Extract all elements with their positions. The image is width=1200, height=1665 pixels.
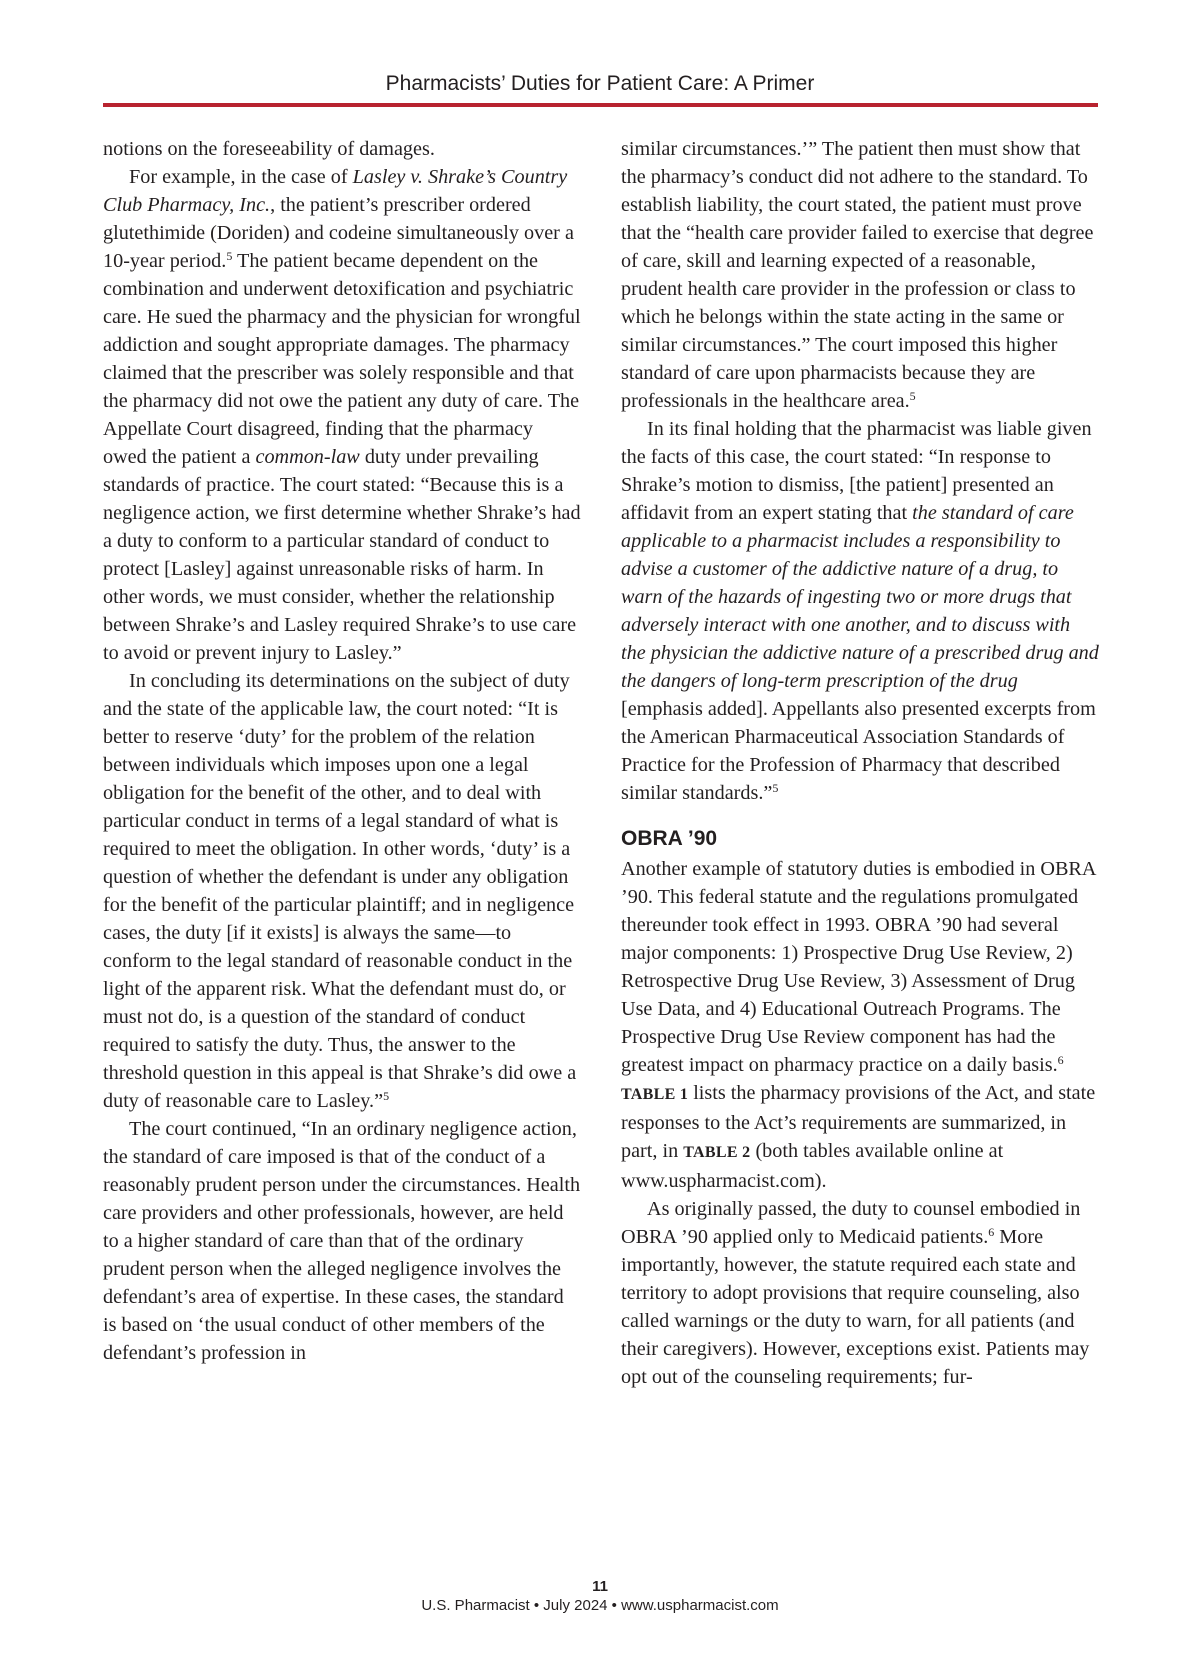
running-header-title: Pharmacists’ Duties for Patient Care: A Primer [385,72,815,95]
emphasis: the standard of care applicable to a pharmacist includes a responsibility to advise a customer of the addictive nature of a drug, to warn of the hazards of ingesting two or more drugs that adversely interact with one another, and to discuss with the physician the addictive nature of a prescribed drug and the dangers of long-term prescription of the drug [621,502,1099,692]
citation-ref: 6 [988,1225,995,1239]
header-rule [103,103,1098,107]
paragraph [621,415,1099,807]
text-run: duty under prevailing standards of practice. The court stated: “Because this is a negligence action, we first determine whether Shrake’s had a duty to conform to a particular standard of conduct to protect [Lasley] against unreasonable risks of harm. In other words, we must consider, whether the relationship between Shrake’s and Lasley required Shrake’s to use care to avoid or prevent injury to Lasley.” [103,446,581,664]
citation-ref: 5 [383,1089,390,1103]
paragraph [621,1195,1099,1391]
text-run: lists the pharmacy provisions of the Act, and state responses to the Act’s requirements are summarized, in part, in [621,1082,1096,1162]
table-reference: TABLE 2 [683,1144,751,1161]
case-name: Lasley v. Shrake’s Country Club Pharmacy, Inc. [103,166,568,216]
paragraph [103,163,581,667]
text-run: [emphasis added]. Appellants also presented excerpts from the American Pharmaceutical Association Standards of Practice for the Profession of Pharmacy that described similar standards.” [621,698,1096,804]
paragraph: The court continued, “In an ordinary negligence action, the standard of care imposed is that of the conduct of a reasonably prudent person under the circumstances. Health care providers and other professionals, however, are held to a higher standard of care than that of the ordinary prudent person when the alleged negligence involves the defendant’s area of expertise. In these cases, the standard is based on ‘the usual conduct of other members of the defendant’s profession in [103,1118,581,1364]
text-run: For example, in the case of [129,166,353,188]
text-run: , the patient’s prescriber ordered glutethimide (Doriden) and codeine simultaneously over a 10-year period. [103,194,574,272]
paragraph: notions on the foreseeability of damages. [103,138,435,160]
right-column [621,135,1099,1391]
text-run: As originally passed, the duty to counsel embodied in OBRA ’90 applied only to Medicaid patients. [621,1198,1081,1248]
citation-ref: 5 [909,389,916,403]
table-reference: TABLE 1 [621,1086,689,1103]
section-heading: OBRA ’90 [621,827,718,850]
citation-ref: 5 [772,781,779,795]
paragraph [103,667,581,1115]
citation-ref: 6 [1057,1053,1064,1067]
citation-ref: 5 [226,249,233,263]
left-column [103,135,581,1367]
emphasis: common-law [255,446,360,468]
text-run: In concluding its determinations on the subject of duty and the state of the applicable law, the court noted: “It is better to reserve ‘duty’ for the problem of the relation between individuals which imposes upon one a legal obligation for the benefit of the other, and to deal with particular conduct in terms of a legal standard of what is required to meet the obligation. In other words, ‘duty’ is a question of whether the defendant is under any obligation for the benefit of the particular plaintiff; and in negligence cases, the duty [if it exists] is always the same—to conform to the legal standard of reasonable conduct in the light of the apparent risk. What the defendant must do, or must not do, is a question of the standard of conduct required to satisfy the duty. Thus, the answer to the threshold question in this appeal is that Shrake’s did owe a duty of reasonable care to Lasley.” [103,670,577,1112]
text-run: More importantly, however, the statute required each state and territory to adopt provisions that require counseling, also called warnings or the duty to warn, for all patients (and their caregivers). However, exceptions exist. Patients may opt out of the counseling requirements; fur- [621,1226,1090,1388]
publication-footer: U.S. Pharmacist • July 2024 • www.uspharmacist.com [421,1597,779,1614]
text-run: similar circumstances.’” The patient then must show that the pharmacy’s conduct did not adhere to the standard. To establish liability, the court stated, the patient must prove that the “health care provider failed to exercise that degree of care, skill and learning expected of a reasonable, prudent health care provider in the profession or class to which he belongs within the state acting in the same or similar circumstances.” The court imposed this higher standard of care upon pharmacists because they are professionals in the healthcare area. [621,138,1094,412]
paragraph [621,855,1099,1195]
text-run: In its final holding that the pharmacist was liable given the facts of this case, the court stated: “In response to Shrake’s motion to dismiss, [the patient] presented an affidavit from an expert stating that [621,418,1092,524]
paragraph [621,135,1099,415]
text-run: Another example of statutory duties is embodied in OBRA ’90. This federal statute and the regulations promulgated thereunder took effect in 1993. OBRA ’90 had several major components: 1) Prospective Drug Use Review, 2) Retrospective Drug Use Review, 3) Assessment of Drug Use Data, and 4) Educational Outreach Programs. The Prospective Drug Use Review component has had the greatest impact on pharmacy practice on a daily basis. [621,858,1096,1076]
text-run: The patient became dependent on the combination and underwent detoxification and psychiatric care. He sued the pharmacy and the physician for wrongful addiction and sought appropriate damages. The pharmacy claimed that the prescriber was solely responsible and that the pharmacy did not owe the patient any duty of care. The Appellate Court disagreed, finding that the pharmacy owed the patient a [103,250,581,468]
text-run: (both tables available online at www.uspharmacist.com). [621,1140,1004,1192]
page-number: 11 [592,1578,608,1595]
